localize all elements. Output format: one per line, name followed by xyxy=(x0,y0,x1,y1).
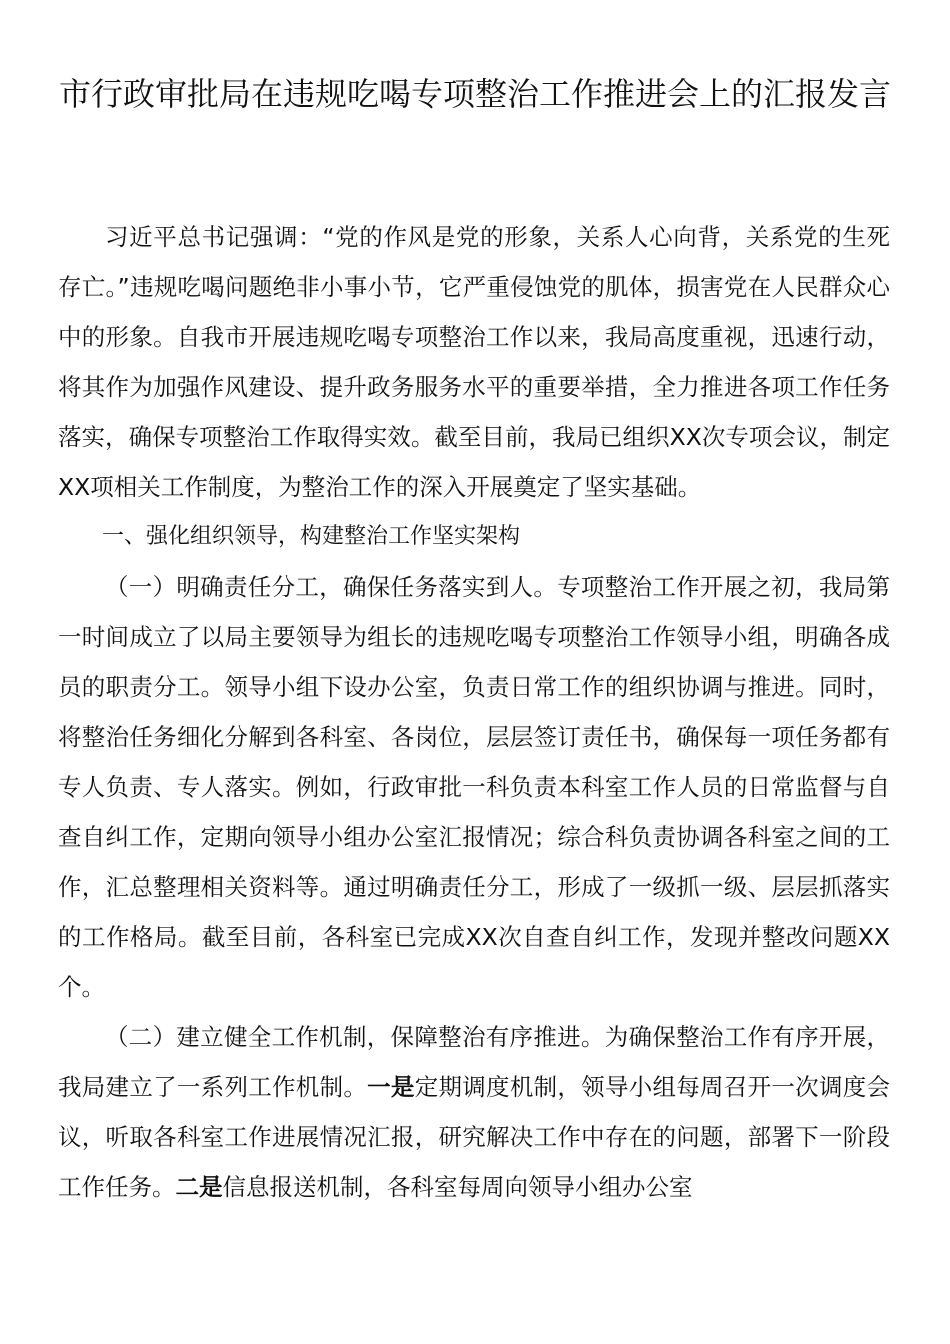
intro-paragraph: 习近平总书记强调：“党的作风是党的形象，关系人心向背，关系党的生死存亡。”违规吃喝问题绝非小事小节，它严重侵蚀党的肌体，损害党在人民群众心中的形象。自我市开展违规吃喝专项整治工作以来，我局高度重视，迅速行动，将其作为加强作风建设、提升政务服务水平的重要举措，全力推进各项工作任务落实，确保专项整治工作取得实效。截至目前，我局已组织XX次专项会议，制定XX项相关工作制度，为整治工作的深入开展奠定了坚实基础。 xyxy=(58,223,890,501)
subsection-2-text-a: （二）建立健全工作机制，保障整治有序推进。为确保整治工作有序开展，我局建立了一系列工作机制。 xyxy=(58,1023,890,1101)
subsection-2-bold-second: 二是 xyxy=(175,1173,223,1201)
subsection-1-paragraph: （一）明确责任分工，确保任务落实到人。专项整治工作开展之初，我局第一时间成立了以局主要领导为组长的违规吃喝专项整治工作领导小组，明确各成员的职责分工。领导小组下设办公室，负责日常工作的组织协调与推进。同时，将整治任务细化分解到各科室、各岗位，层层签订责任书，确保每一项任务都有专人负责、专人落实。例如，行政审批一科负责本科室工作人员的日常监督与自查自纠工作，定期向领导小组办公室汇报情况；综合科负责协调各科室之间的工作，汇总整理相关资料等。通过明确责任分工，形成了一级抓一级、层层抓落实的工作格局。截至目前，各科室已完成XX次自查自纠工作，发现并整改问题XX个。 xyxy=(58,573,890,1001)
subsection-2-paragraph xyxy=(58,1012,890,1212)
section-heading-1: 一、强化组织领导，构建整治工作坚实架构 xyxy=(102,524,521,549)
subsection-2-bold-first: 一是 xyxy=(367,1073,415,1101)
document-title: 市行政审批局在违规吃喝专项整治工作推进会上的汇报发言 xyxy=(58,75,891,113)
document-body xyxy=(58,212,890,1212)
subsection-2-text-b: 定期调度机制，领导小组每周召开一次调度会议，听取各科室工作进展情况汇报，研究解决工作中存在的问题，部署下一阶段工作任务。 xyxy=(58,1073,891,1201)
subsection-2-text-c: 信息报送机制，各科室每周向领导小组办公室 xyxy=(222,1173,693,1201)
